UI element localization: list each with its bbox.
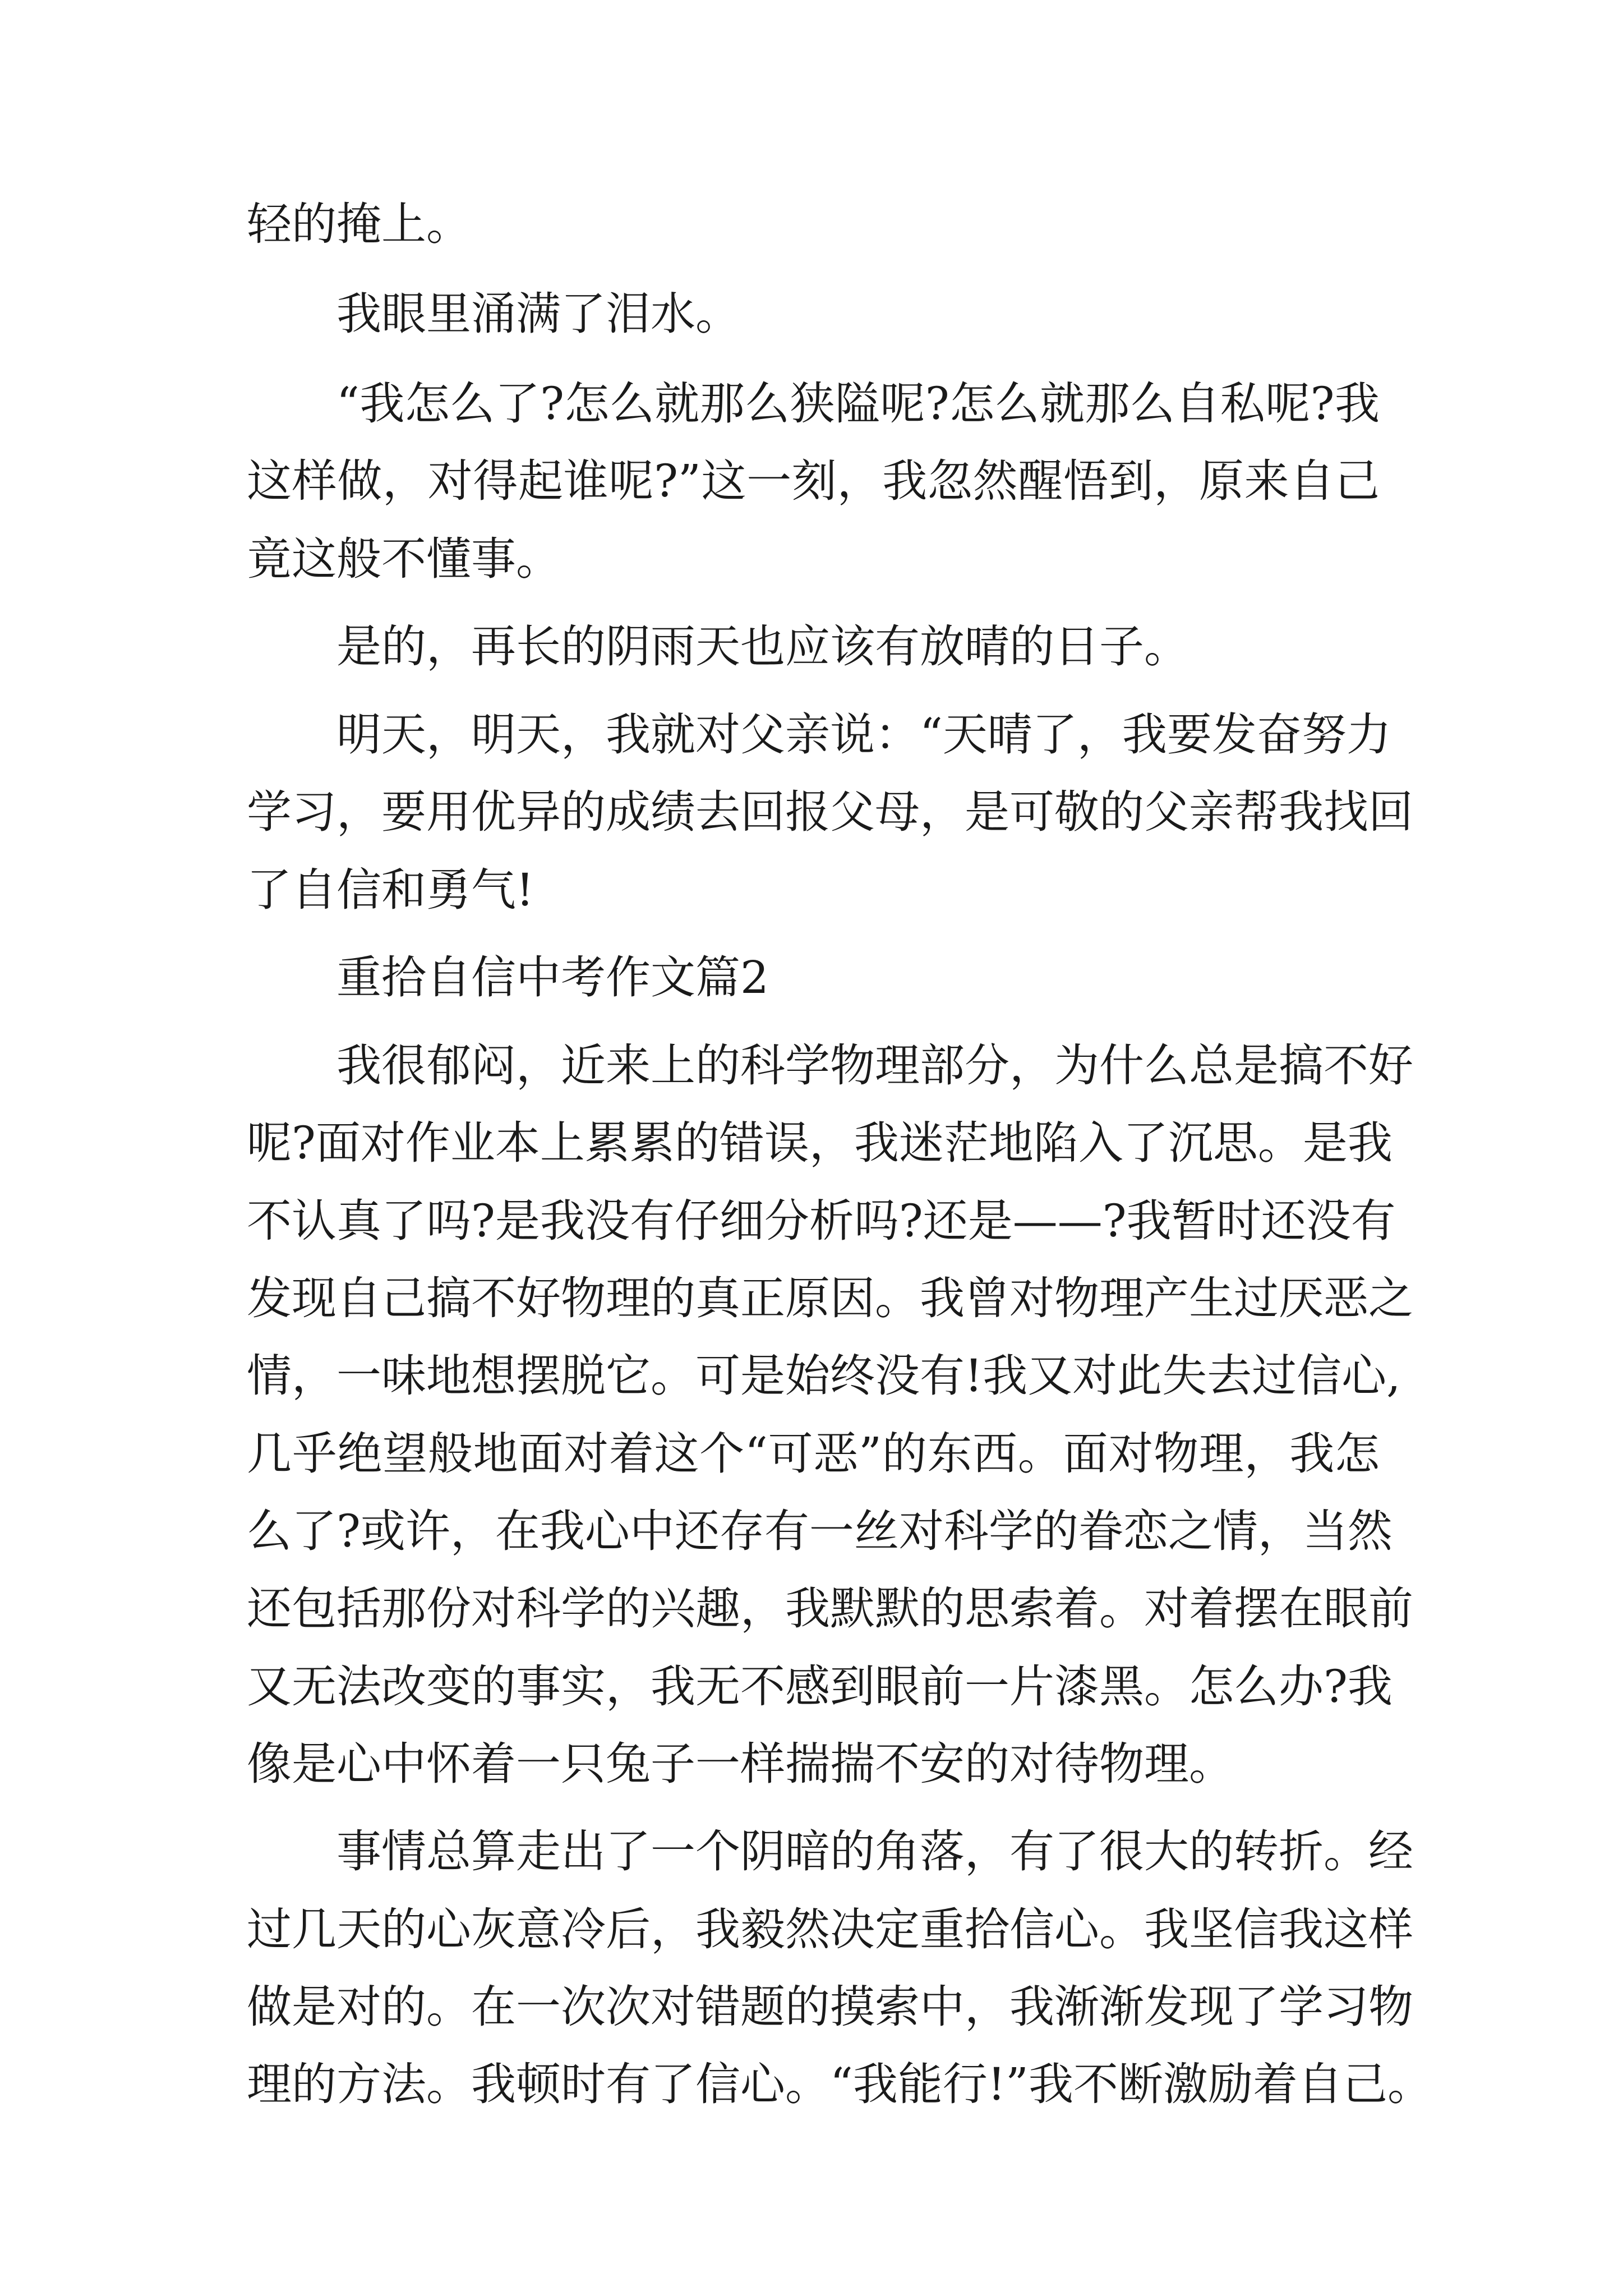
text-line: 我很郁闷，近来上的科学物理部分，为什么总是搞不好 [336,1039,1413,1092]
text-line: 么了?或许，在我心中还存有一丝对科学的眷恋之情，当然 [247,1505,1393,1557]
text-line: “我怎么了?怎么就那么狭隘呢?怎么就那么自私呢?我 [336,378,1380,430]
text-line: 学习，要用优异的成绩去回报父母，是可敬的父亲帮我找回 [247,786,1413,838]
text-line: 情，一味地想摆脱它。可是始终没有!我又对此失去过信心, [247,1350,1401,1402]
text-line: 又无法改变的事实，我无不感到眼前一片漆黑。怎么办?我 [247,1660,1393,1713]
text-line: 是的，再长的阴雨天也应该有放晴的日子。 [336,620,1189,673]
text-line: 不认真了吗?是我没有仔细分析吗?还是——?我暂时还没有 [247,1195,1396,1247]
text-line: 发现自己搞不好物理的真正原因。我曾对物理产生过厌恶之 [247,1272,1413,1324]
text-line: 呢?面对作业本上累累的错误，我迷茫地陷入了沉思。是我 [247,1117,1393,1169]
text-line: 我眼里涌满了泪水。 [336,288,740,340]
section-heading: 重拾自信中考作文篇2 [336,951,769,1004]
text-line: 这样做，对得起谁呢?”这一刻，我忽然醒悟到，原来自己 [247,455,1380,507]
text-line: 还包括那份对科学的兴趣，我默默的思索着。对着摆在眼前 [247,1582,1413,1635]
text-line: 事情总算走出了一个阴暗的角落，有了很大的转折。经 [336,1825,1413,1878]
text-line: 明天，明天，我就对父亲说：“天晴了，我要发奋努力 [336,708,1391,761]
text-line: 几乎绝望般地面对着这个“可恶”的东西。面对物理，我怎 [247,1428,1380,1480]
text-line: 轻的掩上。 [247,198,471,250]
text-line: 过几天的心灰意冷后，我毅然决定重拾信心。我坚信我这样 [247,1903,1413,1955]
text-line: 了自信和勇气! [247,864,534,916]
text-line: 做是对的。在一次次对错题的摸索中，我渐渐发现了学习物 [247,1981,1413,2033]
text-line: 理的方法。我顿时有了信心。“我能行!”我不断激励着自己。 [247,2058,1432,2110]
text-line: 竟这般不懂事。 [247,533,561,585]
text-line: 像是心中怀着一只兔子一样揣揣不安的对待物理。 [247,1738,1234,1790]
